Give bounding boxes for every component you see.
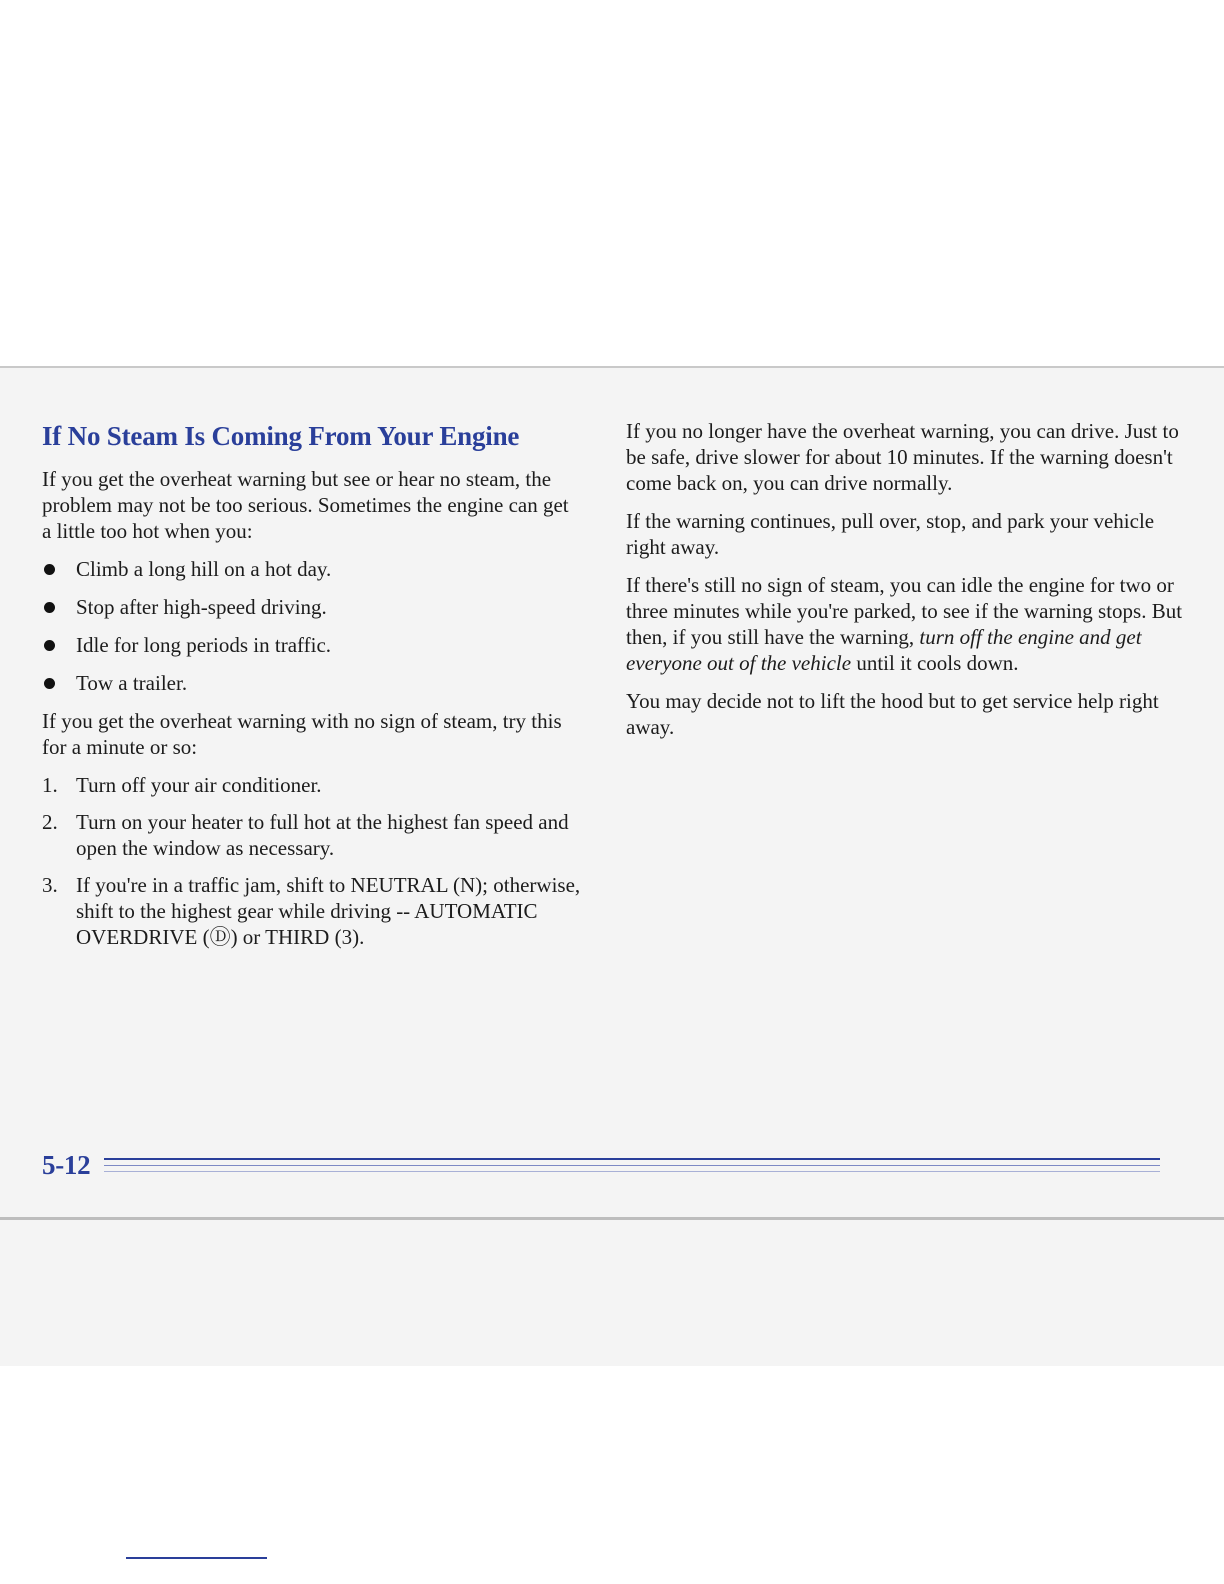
bullet-icon — [44, 602, 55, 613]
idle-engine-paragraph — [626, 572, 1186, 676]
top-divider — [0, 366, 1224, 368]
section-title: If No Steam Is Coming From Your Engine — [42, 421, 520, 451]
step-item — [42, 872, 582, 950]
footer-rule — [104, 1158, 1160, 1160]
drive-paragraph: If you no longer have the overheat warning, you can drive. Just to be safe, drive slower for about 10 minutes. If the warning doesn't come back on, you can drive normally. — [626, 419, 1179, 495]
list-item — [42, 632, 582, 658]
step-text: Turn on your heater to full hot at the highest fan speed and open the window as necessary. — [76, 810, 569, 861]
service-paragraph: You may decide not to lift the hood but to get service help right away. — [626, 689, 1159, 739]
bullet-icon — [44, 564, 55, 575]
page-number: 5-12 — [42, 1150, 91, 1180]
step-text: Turn off your air conditioner. — [76, 773, 322, 798]
step-item — [42, 809, 582, 861]
list-item-text: Stop after high-speed driving. — [76, 595, 327, 620]
list-item-text: Tow a trailer. — [76, 671, 188, 696]
idle-text-emphasis: turn off the engine and get everyone out of the vehicle — [626, 625, 1142, 675]
right-column — [626, 418, 1186, 752]
step-text: If you're in a traffic jam, shift to NEUTRAL (N); otherwise, shift to the highest gear while driving -- AUTOMATIC OVERDRIVE (Ⓓ) or THIRD (3). — [76, 873, 581, 950]
footer-rule — [104, 1171, 1160, 1172]
list-item — [42, 594, 582, 620]
left-column — [42, 418, 582, 961]
intro-paragraph: If you get the overheat warning but see or hear no steam, the problem may not be too serious. Sometimes the engine can get a little too hot when you: — [42, 467, 569, 544]
step-number: 2. — [42, 810, 58, 835]
list-item-text: Idle for long periods in traffic. — [76, 633, 332, 658]
numbered-steps — [42, 772, 582, 950]
step-number: 1. — [42, 773, 58, 798]
warning-continues-paragraph: If the warning continues, pull over, stop, and park your vehicle right away. — [626, 509, 1155, 559]
bullet-list — [42, 556, 582, 696]
step-number: 3. — [42, 873, 58, 898]
try-this-paragraph: If you get the overheat warning with no sign of steam, try this for a minute or so: — [42, 709, 562, 760]
bullet-icon — [44, 640, 55, 651]
page-footer — [42, 1150, 1162, 1180]
list-item — [42, 556, 582, 582]
idle-text-end: until it cools down. — [851, 651, 1019, 675]
bottom-divider — [0, 1217, 1224, 1220]
idle-text-start: If there's still no sign of steam, you can idle the engine for two or three minutes while you're parked, to see if the warning stops. But then, if you still have the warning, — [626, 573, 1183, 649]
list-item — [42, 670, 582, 696]
step-item — [42, 772, 582, 798]
underline-rule — [126, 1557, 267, 1559]
bullet-icon — [44, 678, 55, 689]
footer-rule — [104, 1165, 1160, 1166]
list-item-text: Climb a long hill on a hot day. — [76, 557, 332, 582]
